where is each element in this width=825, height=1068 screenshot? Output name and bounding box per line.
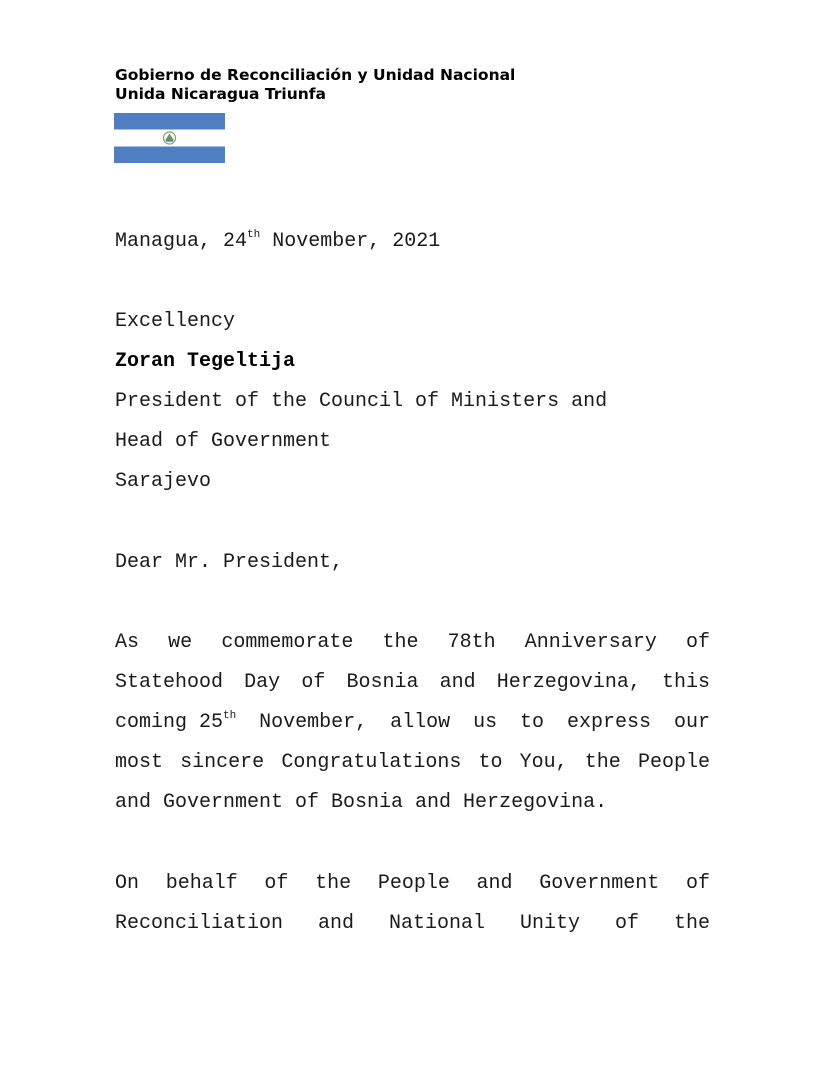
greeting: Dear Mr. President, xyxy=(115,551,344,574)
letterhead-slogan: Unida Nicaragua Triunfa xyxy=(115,85,327,103)
addressee-title-line2: Head of Government xyxy=(115,430,332,453)
paragraph-2-line-2: Reconciliation and National Unity of the xyxy=(115,912,710,935)
addressee-city: Sarajevo xyxy=(115,470,212,493)
letterhead-government-name: Gobierno de Reconciliación y Unidad Nacional xyxy=(115,66,516,84)
paragraph-2 xyxy=(115,864,710,944)
letter-date xyxy=(115,222,710,262)
paragraph-1-line-1: As we commemorate the 78th Anniversary of xyxy=(115,631,710,654)
paragraph-1 xyxy=(115,623,710,823)
date-day-suffix: th xyxy=(247,229,261,241)
addressee-salutation-title: Excellency xyxy=(115,310,236,333)
greeting-block xyxy=(115,543,710,583)
addressee-block xyxy=(115,302,710,502)
paragraph-2-line-1: On behalf of the People and Government of xyxy=(115,872,710,895)
date-city-day: Managua, 24 xyxy=(115,230,248,253)
paragraph-1-line-4: most sincere Congratulations to You, the People xyxy=(115,751,710,774)
nicaragua-flag-icon xyxy=(114,113,225,163)
paragraph-1-line-3: coming 25th November, allow us to express our xyxy=(115,710,710,734)
paragraph-1-line-2: Statehood Day of Bosnia and Herzegovina, this xyxy=(115,671,710,694)
addressee-name: Zoran Tegeltija xyxy=(115,350,296,373)
addressee-title-line1: President of the Council of Ministers and xyxy=(115,390,608,413)
letterhead xyxy=(115,66,515,104)
date-month-year: November, 2021 xyxy=(260,230,441,253)
paragraph-1-line-5: and Government of Bosnia and Herzegovina. xyxy=(115,791,608,814)
